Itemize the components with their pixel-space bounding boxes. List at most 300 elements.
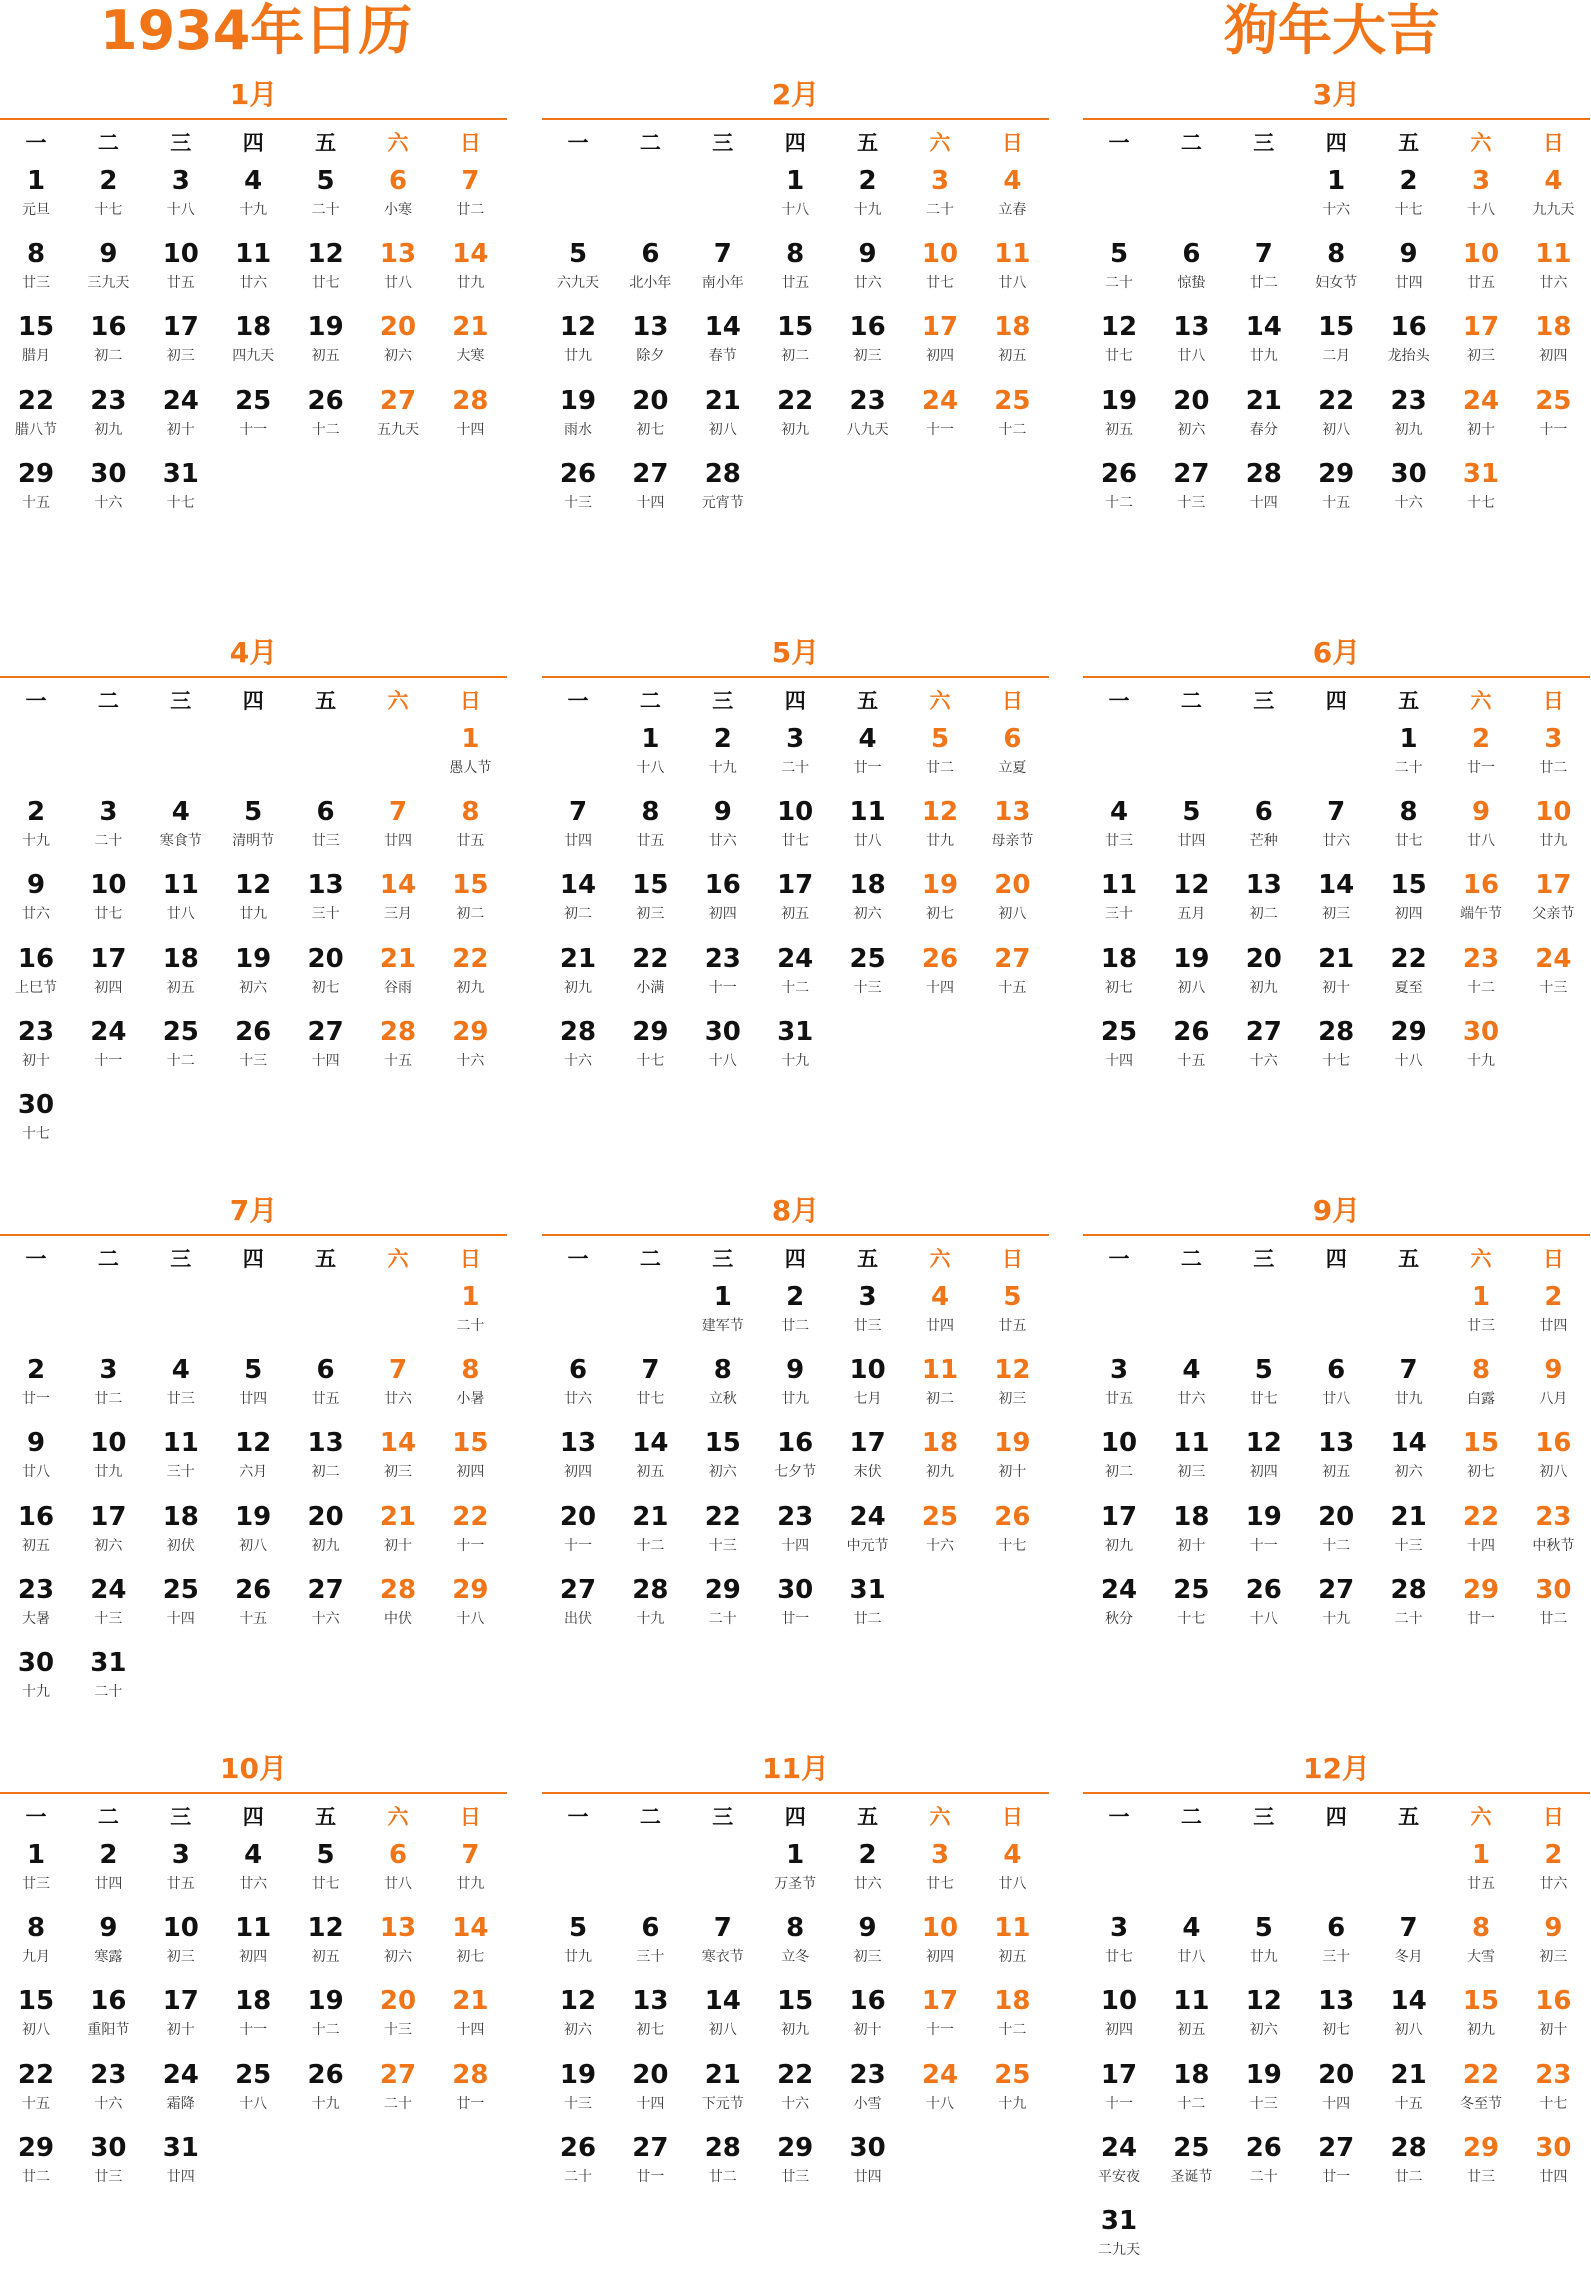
day-number: 22 xyxy=(17,385,55,416)
weekday-label: 三 xyxy=(1253,689,1275,713)
day-number: 8 xyxy=(26,239,46,270)
day-cell xyxy=(1300,164,1372,237)
day-cell xyxy=(832,795,904,868)
lunar-label: 廿五 xyxy=(1467,275,1495,292)
month-divider xyxy=(1083,1792,1590,1794)
day-number: 21 xyxy=(452,1986,489,2017)
day-cell xyxy=(1517,868,1589,941)
lunar-label: 六月 xyxy=(239,1464,268,1481)
day-number: 8 xyxy=(1471,1913,1491,1944)
lunar-label: 十四 xyxy=(166,1610,195,1627)
day-cell xyxy=(1373,1426,1445,1499)
weekday-header-row xyxy=(542,128,1049,158)
day-cell xyxy=(290,1353,362,1426)
lunar-label: 十四 xyxy=(1249,494,1278,511)
lunar-label: 初八 xyxy=(22,2022,50,2039)
day-cell xyxy=(759,1911,831,1984)
weekday-label: 二 xyxy=(639,1805,661,1829)
month-block xyxy=(542,1194,1049,1734)
weekday-label: 五 xyxy=(1398,131,1420,155)
day-number: 10 xyxy=(1100,1428,1138,1459)
day-number: 19 xyxy=(1245,2059,1282,2090)
day-cell xyxy=(1155,1573,1227,1646)
day-number: 5 xyxy=(1109,239,1129,270)
day-number: 16 xyxy=(90,1986,127,2017)
day-number: 11 xyxy=(1535,239,1572,270)
lunar-label: 十七 xyxy=(166,494,195,511)
day-cell xyxy=(1155,457,1227,530)
weekday-label: 日 xyxy=(1001,689,1023,713)
day-number: 21 xyxy=(1245,385,1282,416)
weekday-label: 六 xyxy=(387,1247,409,1271)
lunar-label: 冬至节 xyxy=(1460,2095,1502,2112)
lunar-label: 初四 xyxy=(1249,1464,1278,1481)
lunar-label: 廿九 xyxy=(564,348,592,365)
day-grid xyxy=(0,722,507,1162)
lunar-label: 八九天 xyxy=(846,421,889,438)
day-cell xyxy=(362,1573,434,1646)
lunar-label: 初六 xyxy=(853,906,882,923)
day-cell xyxy=(1373,722,1445,795)
day-number: 11 xyxy=(162,1428,199,1459)
day-cell xyxy=(976,795,1048,868)
lunar-label: 父亲节 xyxy=(1532,906,1575,923)
day-cell xyxy=(1155,1500,1227,1573)
lunar-label: 廿七 xyxy=(311,275,340,292)
day-cell xyxy=(542,942,614,1015)
lunar-label: 廿三 xyxy=(94,2168,123,2185)
lunar-label: 初五 xyxy=(1322,1464,1351,1481)
day-number: 10 xyxy=(90,1428,127,1459)
lunar-label: 初十 xyxy=(22,1052,50,1069)
day-cell xyxy=(976,384,1048,457)
day-cell xyxy=(542,457,614,530)
day-cell xyxy=(1155,2058,1227,2131)
lunar-label: 二十 xyxy=(1394,760,1423,776)
lunar-label: 初六 xyxy=(239,979,268,996)
lunar-label: 初六 xyxy=(1249,2022,1278,2039)
day-cell xyxy=(832,942,904,1015)
day-cell xyxy=(434,868,506,941)
lunar-label: 十七 xyxy=(1539,2095,1568,2112)
day-cell xyxy=(362,942,434,1015)
day-cell xyxy=(217,942,289,1015)
day-number: 9 xyxy=(1471,797,1491,828)
lunar-label: 廿六 xyxy=(1539,1876,1568,1892)
day-cell xyxy=(362,795,434,868)
weekday-label: 二 xyxy=(1180,131,1202,155)
day-cell xyxy=(1373,942,1445,1015)
day-cell xyxy=(1300,868,1372,941)
lunar-label: 初七 xyxy=(456,1949,485,1966)
day-cell xyxy=(145,1911,217,1984)
weekday-label: 五 xyxy=(315,689,337,713)
day-number: 10 xyxy=(162,239,199,270)
day-number: 15 xyxy=(777,1986,814,2017)
day-cell xyxy=(832,2131,904,2204)
lunar-label: 四九天 xyxy=(232,348,275,365)
day-number: 18 xyxy=(1100,943,1138,974)
day-number: 31 xyxy=(1100,2206,1138,2236)
weekday-label: 一 xyxy=(1108,1247,1130,1271)
lunar-label: 初十 xyxy=(166,2022,195,2039)
day-grid xyxy=(0,1838,507,2278)
day-number: 9 xyxy=(1399,239,1418,270)
day-cell xyxy=(832,1353,904,1426)
day-cell xyxy=(1083,2204,1155,2277)
day-cell xyxy=(217,237,289,310)
lunar-label: 龙抬头 xyxy=(1387,348,1430,365)
lunar-label: 小暑 xyxy=(456,1391,485,1408)
day-number: 22 xyxy=(1390,943,1427,974)
day-cell xyxy=(687,384,759,457)
day-number: 27 xyxy=(632,458,669,489)
lunar-label: 霜降 xyxy=(166,2095,195,2112)
day-cell xyxy=(687,1500,759,1573)
day-cell xyxy=(362,1353,434,1426)
day-cell xyxy=(72,1911,144,1984)
lunar-label: 十六 xyxy=(1394,494,1423,511)
weekday-label: 日 xyxy=(459,131,481,155)
lunar-label: 廿八 xyxy=(1177,1949,1206,1966)
day-number: 15 xyxy=(1462,1986,1500,2017)
lunar-label: 廿九 xyxy=(456,1876,485,1892)
day-cell xyxy=(1373,2058,1445,2131)
lunar-label: 雨水 xyxy=(564,421,592,438)
weekday-header-row xyxy=(1083,1802,1590,1832)
day-cell xyxy=(362,164,434,237)
lunar-label: 初四 xyxy=(564,1464,592,1481)
day-cell xyxy=(614,237,686,310)
lunar-label: 初九 xyxy=(781,2022,810,2039)
day-number: 9 xyxy=(26,1428,46,1459)
day-cell xyxy=(1373,1500,1445,1573)
lunar-label: 南小年 xyxy=(701,275,744,292)
month-name: 2月 xyxy=(771,78,820,111)
day-number: 11 xyxy=(235,239,272,270)
day-cell xyxy=(1300,2058,1372,2131)
lunar-label: 初六 xyxy=(94,1537,123,1554)
day-cell xyxy=(1300,237,1372,310)
day-number: 2 xyxy=(1471,724,1491,754)
day-cell xyxy=(1155,1426,1227,1499)
month-divider xyxy=(1083,118,1590,120)
day-cell xyxy=(1300,1984,1372,2057)
lunar-label: 二十 xyxy=(1394,1610,1423,1627)
day-number: 30 xyxy=(1535,1574,1572,1605)
day-number: 27 xyxy=(307,1016,344,1047)
day-cell xyxy=(362,1426,434,1499)
day-cell xyxy=(217,795,289,868)
day-number: 6 xyxy=(316,1355,335,1386)
lunar-label: 十五 xyxy=(1394,2095,1423,2112)
lunar-label: 初九 xyxy=(456,979,485,996)
day-number: 1 xyxy=(641,724,660,754)
day-number: 9 xyxy=(1544,1355,1563,1386)
lunar-label: 廿八 xyxy=(384,1876,412,1892)
day-number: 26 xyxy=(307,2059,344,2090)
day-number: 1 xyxy=(1327,166,1346,196)
weekday-label: 一 xyxy=(25,1247,47,1271)
lunar-label: 廿三 xyxy=(22,275,50,292)
day-cell xyxy=(0,1500,72,1573)
lunar-label: 十九 xyxy=(998,2095,1027,2112)
day-number: 18 xyxy=(1173,1501,1210,1532)
day-number: 15 xyxy=(17,1986,55,2017)
day-number: 25 xyxy=(994,385,1031,416)
day-number: 18 xyxy=(235,1986,272,2017)
day-cell xyxy=(1517,942,1589,1015)
day-number: 3 xyxy=(171,1840,190,1870)
lunar-label: 小满 xyxy=(636,979,665,996)
day-cell xyxy=(759,1500,831,1573)
day-cell xyxy=(614,457,686,530)
lunar-label: 初九 xyxy=(564,979,592,996)
day-cell xyxy=(1228,795,1300,868)
day-number: 24 xyxy=(162,2059,199,2090)
lunar-label: 小寒 xyxy=(384,202,412,218)
lunar-label: 初二 xyxy=(926,1391,954,1408)
day-number: 11 xyxy=(921,1355,959,1386)
day-number: 10 xyxy=(1535,797,1572,828)
day-number: 28 xyxy=(1318,1016,1355,1047)
day-number: 17 xyxy=(162,312,199,343)
day-cell xyxy=(687,942,759,1015)
lunar-label: 廿三 xyxy=(1467,2168,1495,2185)
day-cell xyxy=(290,1984,362,2057)
weekday-label: 五 xyxy=(1398,1805,1420,1829)
day-cell xyxy=(1228,1015,1300,1088)
day-number: 22 xyxy=(17,2059,55,2090)
lunar-label: 十三 xyxy=(1249,2095,1278,2112)
weekday-label: 一 xyxy=(1108,131,1130,155)
day-number: 8 xyxy=(786,1913,805,1944)
day-cell xyxy=(0,237,72,310)
day-number: 29 xyxy=(452,1016,489,1047)
day-number: 27 xyxy=(994,943,1031,974)
day-cell xyxy=(434,1573,506,1646)
day-cell xyxy=(217,164,289,237)
day-cell xyxy=(1300,1353,1372,1426)
day-cell xyxy=(542,237,614,310)
weekday-label: 六 xyxy=(929,1805,951,1829)
day-number: 29 xyxy=(1318,458,1355,489)
lunar-label: 初八 xyxy=(1394,2022,1423,2039)
weekday-label: 四 xyxy=(242,689,264,713)
day-cell xyxy=(1445,1280,1517,1353)
lunar-label: 初六 xyxy=(708,1464,737,1481)
weekday-header-row xyxy=(1083,686,1590,716)
lunar-label: 廿五 xyxy=(311,1391,340,1408)
lunar-label: 十四 xyxy=(781,1537,810,1554)
day-number: 17 xyxy=(162,1986,199,2017)
day-cell xyxy=(542,2131,614,2204)
day-number: 18 xyxy=(849,870,886,901)
lunar-label: 十九 xyxy=(781,1052,810,1069)
day-cell xyxy=(362,384,434,457)
day-number: 14 xyxy=(379,1428,417,1459)
lunar-label: 十一 xyxy=(1105,2095,1133,2112)
day-number: 25 xyxy=(1535,385,1572,416)
day-number: 11 xyxy=(994,1913,1031,1944)
day-number: 10 xyxy=(1462,239,1500,270)
day-cell xyxy=(1083,1911,1155,1984)
day-number: 19 xyxy=(1245,1501,1282,1532)
day-cell xyxy=(217,1015,289,1088)
day-cell xyxy=(1517,722,1589,795)
weekday-label: 三 xyxy=(712,1247,734,1271)
day-cell xyxy=(0,310,72,383)
day-cell xyxy=(145,1500,217,1573)
lunar-label: 廿七 xyxy=(926,275,954,292)
day-number: 5 xyxy=(568,1913,588,1944)
day-cell xyxy=(0,1015,72,1088)
day-number: 25 xyxy=(994,2059,1031,2090)
day-number: 31 xyxy=(849,1574,886,1605)
lunar-label: 十一 xyxy=(456,1537,485,1554)
lunar-label: 初六 xyxy=(1177,421,1206,438)
day-number: 7 xyxy=(713,239,732,270)
lunar-label: 廿一 xyxy=(853,760,882,776)
day-cell xyxy=(1228,457,1300,530)
day-number: 26 xyxy=(559,458,597,489)
lunar-label: 十八 xyxy=(1394,1052,1423,1069)
day-number: 30 xyxy=(777,1574,814,1605)
lunar-label: 十九 xyxy=(853,202,882,218)
day-cell xyxy=(1373,164,1445,237)
day-cell xyxy=(72,1500,144,1573)
day-number: 23 xyxy=(849,385,886,416)
lunar-label: 十六 xyxy=(564,1052,592,1069)
day-number: 9 xyxy=(99,239,118,270)
weekday-label: 三 xyxy=(1253,1247,1275,1271)
day-number: 7 xyxy=(1327,797,1346,828)
day-number: 28 xyxy=(632,1574,669,1605)
day-cell xyxy=(976,868,1048,941)
day-cell xyxy=(1228,868,1300,941)
lunar-label: 初七 xyxy=(926,906,954,923)
lunar-label: 廿七 xyxy=(1105,348,1133,365)
lunar-label: 十二 xyxy=(998,421,1027,438)
lunar-label: 三九天 xyxy=(87,275,130,292)
day-number: 13 xyxy=(559,1428,597,1459)
day-number: 24 xyxy=(1100,1574,1138,1605)
day-number: 4 xyxy=(244,166,263,196)
day-number: 4 xyxy=(171,797,190,828)
day-number: 10 xyxy=(162,1913,199,1944)
weekday-label: 六 xyxy=(387,131,409,155)
month-name: 4月 xyxy=(229,636,278,669)
day-cell xyxy=(0,1911,72,1984)
day-cell xyxy=(1517,1426,1589,1499)
day-number: 8 xyxy=(641,797,660,828)
day-number: 1 xyxy=(461,1282,480,1312)
weekday-label: 三 xyxy=(712,689,734,713)
day-cell xyxy=(614,1911,686,1984)
weekday-label: 二 xyxy=(97,131,119,155)
day-cell xyxy=(687,1984,759,2057)
day-cell xyxy=(290,1911,362,1984)
day-number: 17 xyxy=(1535,870,1572,901)
lunar-label: 十七 xyxy=(94,202,123,218)
day-number: 16 xyxy=(849,1986,886,2017)
day-number: 19 xyxy=(235,943,272,974)
day-cell xyxy=(1517,1353,1589,1426)
day-cell xyxy=(1228,1353,1300,1426)
day-cell xyxy=(72,942,144,1015)
day-cell xyxy=(687,1280,759,1353)
day-number: 26 xyxy=(994,1501,1031,1532)
lunar-label: 廿七 xyxy=(94,906,123,923)
lunar-label: 廿五 xyxy=(636,833,665,850)
lunar-label: 十一 xyxy=(926,421,954,438)
day-number: 10 xyxy=(777,797,814,828)
day-cell xyxy=(0,1353,72,1426)
day-cell xyxy=(1155,2131,1227,2204)
lunar-label: 圣诞节 xyxy=(1170,2168,1213,2185)
day-cell xyxy=(0,384,72,457)
day-cell xyxy=(1083,457,1155,530)
day-number: 30 xyxy=(17,1648,55,1678)
day-number: 27 xyxy=(632,2132,669,2163)
day-number: 2 xyxy=(713,724,732,754)
day-cell xyxy=(904,1426,976,1499)
day-cell xyxy=(362,1015,434,1088)
day-cell xyxy=(72,2131,144,2204)
day-number: 12 xyxy=(307,1913,344,1944)
day-cell xyxy=(217,1500,289,1573)
weekday-label: 三 xyxy=(1253,1805,1275,1829)
lunar-label: 初七 xyxy=(636,421,665,438)
lunar-label: 九九天 xyxy=(1532,202,1575,218)
day-number: 6 xyxy=(1182,239,1201,270)
day-number: 25 xyxy=(1173,2132,1210,2163)
day-cell xyxy=(1373,1573,1445,1646)
day-cell xyxy=(614,1353,686,1426)
weekday-label: 日 xyxy=(1001,1805,1023,1829)
lunar-label: 十三 xyxy=(1539,979,1568,996)
day-cell xyxy=(1083,1426,1155,1499)
month-name: 1月 xyxy=(229,78,278,111)
day-cell xyxy=(976,1426,1048,1499)
day-number: 1 xyxy=(1471,1282,1491,1312)
lunar-label: 廿六 xyxy=(384,1391,412,1408)
day-number: 2 xyxy=(26,1355,46,1386)
day-cell xyxy=(1373,237,1445,310)
day-number: 18 xyxy=(162,943,199,974)
day-cell xyxy=(1445,1015,1517,1088)
weekday-label: 六 xyxy=(387,1805,409,1829)
day-cell xyxy=(145,1015,217,1088)
day-number: 26 xyxy=(559,2132,597,2163)
day-cell xyxy=(832,1573,904,1646)
day-number: 26 xyxy=(307,385,344,416)
lunar-label: 初六 xyxy=(384,348,412,365)
weekday-label: 三 xyxy=(1253,131,1275,155)
lunar-label: 三十 xyxy=(311,906,340,923)
day-number: 23 xyxy=(1462,943,1500,974)
lunar-label: 初三 xyxy=(853,348,882,365)
day-cell xyxy=(1445,310,1517,383)
day-cell xyxy=(759,1353,831,1426)
day-cell xyxy=(687,1911,759,1984)
lunar-label: 十三 xyxy=(239,1052,268,1069)
day-number: 20 xyxy=(1318,2059,1355,2090)
day-number: 31 xyxy=(162,458,199,489)
lunar-label: 廿三 xyxy=(1105,833,1133,850)
day-cell xyxy=(976,1353,1048,1426)
lunar-label: 二十 xyxy=(456,1318,485,1334)
